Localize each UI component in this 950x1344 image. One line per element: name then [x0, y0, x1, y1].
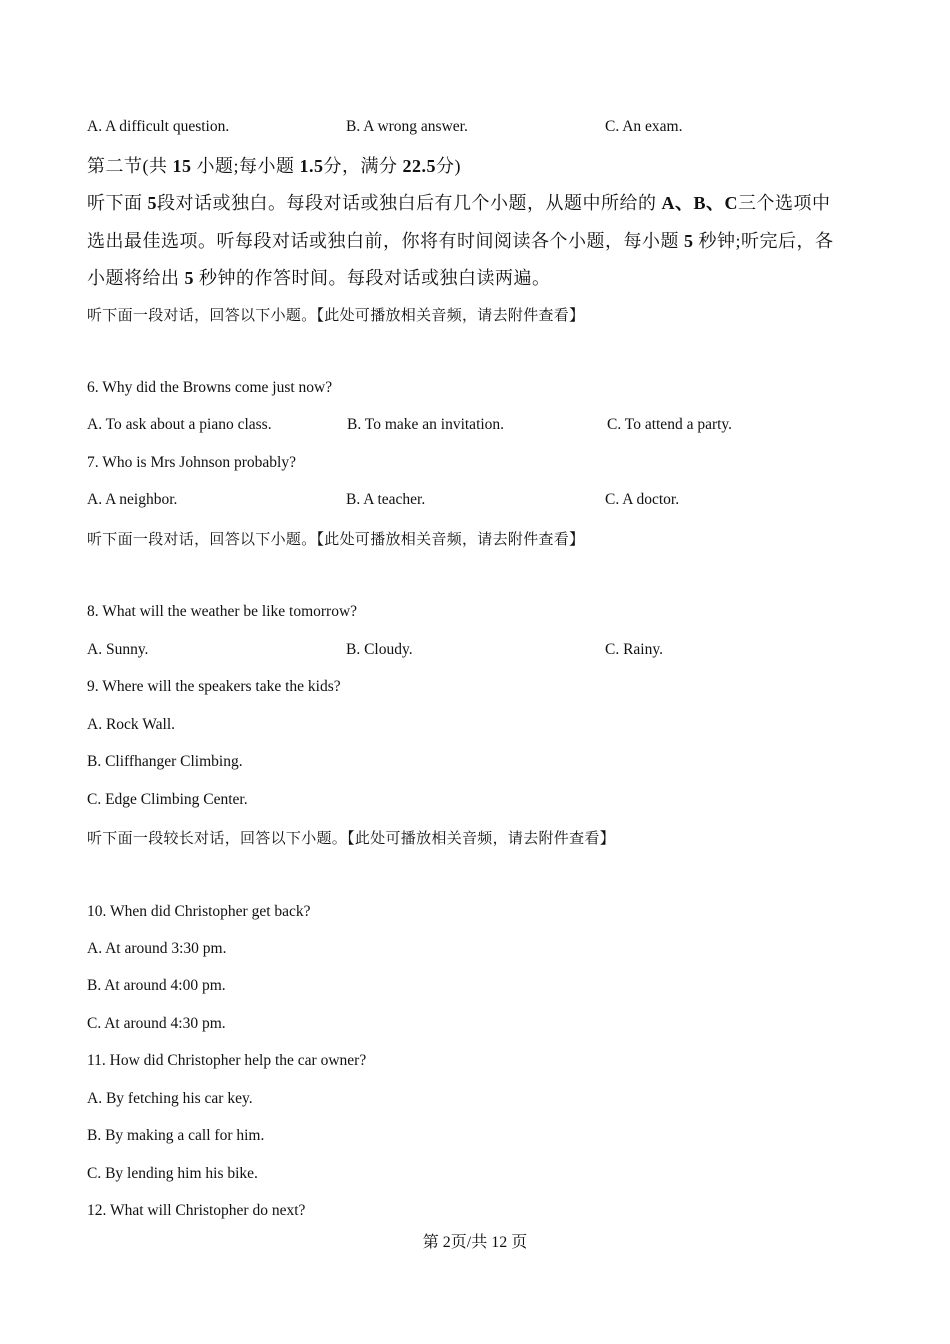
audio-note-2: 听下面一段对话，回答以下小题。【此处可播放相关音频，请去附件查看】	[87, 532, 585, 548]
q11-option-b: B. By making a call for him.	[87, 1127, 265, 1144]
audio-note-3: 听下面一段较长对话，回答以下小题。【此处可播放相关音频，请去附件查看】	[87, 831, 616, 847]
q8-options	[87, 641, 907, 661]
section-heading	[87, 152, 461, 178]
q7-options	[87, 491, 907, 511]
q7-option-a: A. A neighbor.	[87, 491, 178, 508]
footer-page-number: 2	[442, 1234, 451, 1251]
heading-total: 22.5	[402, 156, 437, 176]
q8-option-b: B. Cloudy.	[346, 641, 413, 658]
q5-option-c: C. An exam.	[605, 118, 683, 135]
question-8: 8. What will the weather be like tomorrow?	[87, 603, 358, 620]
q6-option-c: C. To attend a party.	[607, 416, 733, 433]
audio-note-1: 听下面一段对话，回答以下小题。【此处可播放相关音频，请去附件查看】	[87, 308, 585, 324]
heading-end: 分)	[436, 156, 462, 176]
q6-options	[87, 416, 907, 436]
q5-option-b: B. A wrong answer.	[346, 118, 468, 135]
question-6: 6. Why did the Browns come just now?	[87, 379, 333, 396]
heading-prefix: 第二节(共	[87, 156, 168, 176]
instructions-line-1	[87, 189, 831, 215]
instr2-b: 秒钟;听完后，各	[698, 231, 834, 251]
footer-prefix: 第	[422, 1234, 439, 1251]
instr1-a: 听下面	[87, 193, 143, 213]
instructions-line-3	[87, 264, 551, 290]
q5-options	[87, 118, 907, 138]
q9-option-a: A. Rock Wall.	[87, 716, 176, 733]
instructions-line-2	[87, 227, 834, 253]
instr2-num: 5	[684, 231, 694, 251]
heading-mid: 小题;每小题	[196, 156, 295, 176]
heading-mid2: 分，满分	[323, 156, 398, 176]
instr2-a: 选出最佳选项。听每段对话或独白前，你将有时间阅读各个小题，每小题	[87, 231, 679, 251]
instr1-abc: A、B、C	[661, 193, 739, 213]
q5-option-a: A. A difficult question.	[87, 118, 230, 135]
instr1-c: 三个选项中	[738, 193, 831, 213]
q10-option-b: B. At around 4:00 pm.	[87, 977, 226, 994]
q7-option-c: C. A doctor.	[605, 491, 680, 508]
footer-total-pages: 12	[491, 1234, 508, 1251]
q6-option-a: A. To ask about a piano class.	[87, 416, 272, 433]
question-7: 7. Who is Mrs Johnson probably?	[87, 454, 296, 471]
q8-option-a: A. Sunny.	[87, 641, 149, 658]
question-10: 10. When did Christopher get back?	[87, 903, 311, 920]
instr1-b: 段对话或独白。每段对话或独白后有几个小题，从题中所给的	[157, 193, 657, 213]
question-9: 9. Where will the speakers take the kids?	[87, 678, 341, 695]
q10-option-a: A. At around 3:30 pm.	[87, 940, 227, 957]
page-footer	[0, 1229, 950, 1252]
question-12: 12. What will Christopher do next?	[87, 1202, 306, 1219]
instr1-num: 5	[147, 193, 157, 213]
q10-option-c: C. At around 4:30 pm.	[87, 1015, 226, 1032]
q8-option-c: C. Rainy.	[605, 641, 663, 658]
q9-option-c: C. Edge Climbing Center.	[87, 791, 248, 808]
q11-option-c: C. By lending him his bike.	[87, 1165, 258, 1182]
q7-option-b: B. A teacher.	[346, 491, 426, 508]
instr3-a: 小题将给出	[87, 268, 180, 288]
q11-option-a: A. By fetching his car key.	[87, 1090, 253, 1107]
question-11: 11. How did Christopher help the car owner?	[87, 1052, 367, 1069]
instr3-num: 5	[184, 268, 194, 288]
footer-mid: 页/共	[450, 1234, 488, 1251]
heading-count: 15	[172, 156, 192, 176]
instr3-b: 秒钟的作答时间。每段对话或独白读两遍。	[199, 268, 551, 288]
q9-option-b: B. Cliffhanger Climbing.	[87, 753, 243, 770]
footer-suffix: 页	[511, 1234, 528, 1251]
q6-option-b: B. To make an invitation.	[347, 416, 505, 433]
heading-score: 1.5	[299, 156, 324, 176]
